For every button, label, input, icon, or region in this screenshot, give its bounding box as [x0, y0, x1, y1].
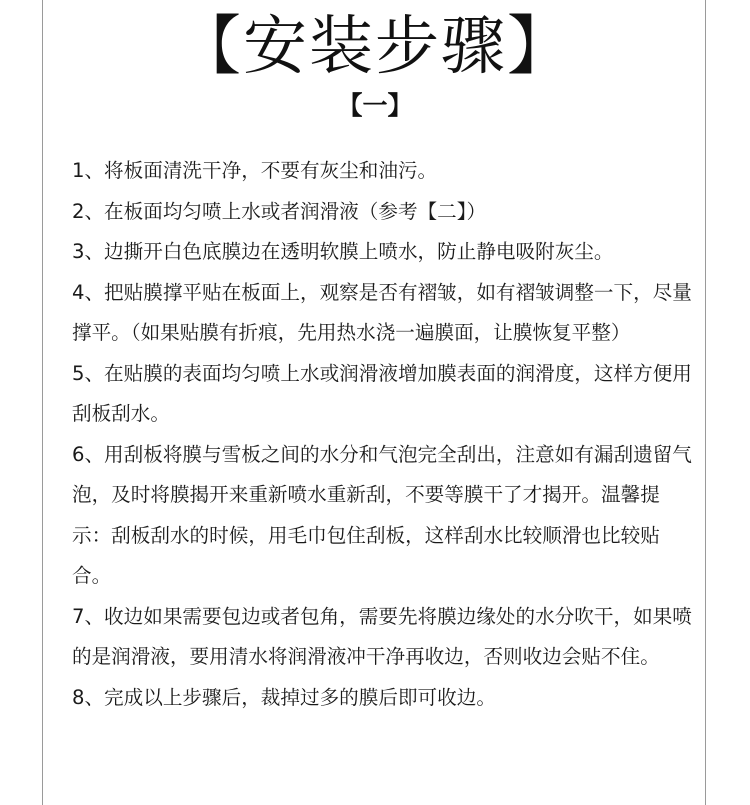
- page-title: 【安装步骤】: [177, 10, 573, 84]
- step-item-8: 8、完成以上步骤后，裁掉过多的膜后即可收边。: [72, 685, 496, 709]
- step-item-5: 5、在贴膜的表面均匀喷上水或润滑液增加膜表面的润滑度，这样方便用刮板刮水。: [72, 361, 692, 425]
- step-item-4: 4、把贴膜撑平贴在板面上，观察是否有褶皱，如有褶皱调整一下，尽量撑平。（如果贴膜有折痕，先用热水浇一遍膜面，让膜恢复平整）: [72, 280, 692, 344]
- installation-steps-list: [72, 151, 692, 718]
- step-item-2: 2、在板面均匀喷上水或者润滑液（参考【二】）: [72, 199, 487, 223]
- step-item-1: 1、将板面清洗干净，不要有灰尘和油污。: [72, 159, 438, 182]
- step-item-3: 3、边撕开白色底膜边在透明软膜上喷水，防止静电吸附灰尘。: [72, 240, 614, 263]
- step-item-6: 6、用刮板将膜与雪板之间的水分和气泡完全刮出，注意如有漏刮遗留气泡，及时将膜揭开来重新喷水重新刮，不要等膜干了才揭开。温馨提示：刮板刮水的时候，用毛巾包住刮板，这样刮水比较顺滑也比较贴合。: [72, 442, 692, 587]
- step-item-7: 7、收边如果需要包边或者包角，需要先将膜边缘处的水分吹干，如果喷的是润滑液，要用清水将润滑液冲干净再收边，否则收边会贴不住。: [72, 604, 692, 668]
- section-subtitle: 【一】: [337, 91, 413, 120]
